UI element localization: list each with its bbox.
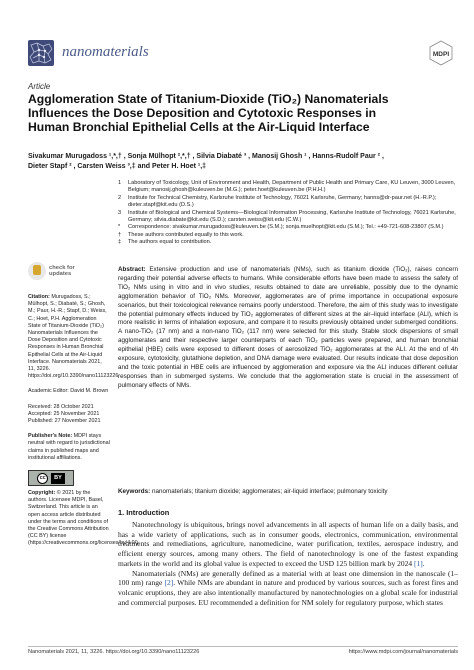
publisher-note [28, 433, 110, 462]
affiliation-mark: ‡ [118, 239, 122, 246]
copyright-text: © 2021 by the authors. Licensee MDPI, Basel, Switzerland. This article is an open access article distributed under the terms and conditions of the Creative Commons Attribution (CC BY) license (https://creativecommons.org/licenses/by/4.0/). [28, 490, 140, 547]
cc-label: cc [37, 473, 48, 484]
journal-name: nanomaterials [62, 44, 149, 60]
keywords-label: Keywords: [118, 488, 151, 495]
reference-link[interactable]: [2] [164, 578, 174, 588]
check-for-updates-button[interactable] [28, 262, 110, 280]
citation-text: Murugadoss, S.; Mülhopt, S.; Diabaté, S.; Ghosh, M.; Paur, H.-R.; Stapf, D.; Weiss, C.; Hoet, P.H. Agglomeration State of Titanium-Dioxide (TiO₂) Nanomaterials Influences the Dose Deposition and Cytotoxic Responses in Human Bronchial Epithelial Cells at the Air-Liquid Interface. Nanomaterials 2021, 11, 3226. https://doi.org/10.3390/nano11123226 [28, 294, 119, 380]
affiliation-text: The authors equal to contribution. [128, 239, 212, 246]
author-line: Dieter Stapf ² , Carsten Weiss ³,‡ and Peter H. Hoet ¹,‡ [28, 163, 207, 170]
page-header [0, 0, 474, 62]
title-line: Influences the Dose Deposition and Cytotoxic Responses in [28, 106, 377, 121]
editor-label: Academic Editor: [28, 388, 69, 395]
affiliation-item [118, 195, 458, 210]
footer-divider [28, 646, 458, 647]
paragraph-text: Nanomaterials (NMs) are generally defined as a material with at least one dimension in the nanoscale (1–100 nm) range [118, 568, 458, 588]
keywords-text: nanomaterials; titanium dioxide; agglomerates; air-liquid interface; pulmonary toxicity [151, 488, 388, 495]
title-line: Agglomeration State of Titanium-Dioxide (TiO₂) Nanomaterials [28, 92, 389, 106]
updates-label [49, 265, 75, 278]
reference-link[interactable]: [1] [413, 558, 423, 568]
keywords [118, 488, 458, 497]
title-line: Human Bronchial Epithelial Cells at the Air-Liquid Interface [28, 120, 370, 135]
dates-block [28, 404, 110, 426]
abstract [118, 266, 458, 391]
cc-by-license-icon[interactable] [28, 470, 74, 486]
citation-block [28, 294, 119, 380]
paragraph-text: . [422, 558, 425, 568]
affiliation-mark: * [118, 224, 121, 231]
by-label: BY [51, 473, 65, 484]
paragraph [118, 569, 458, 608]
introduction-body [118, 520, 458, 607]
affiliation-text: Correspondence: sivakumar.murugadoss@kuleuven.be (S.M.); sonja.muelhopt@kit.edu (S.M.); Tel.: +49-721-608-23807 (S.M.) [128, 224, 444, 231]
affiliations [118, 180, 458, 247]
affiliation-mark: 3 [118, 209, 122, 216]
affiliation-text: Laboratory of Toxicology, Unit of Environment and Health, Department of Public Health and Primary Care, KU Leuven, 3000 Leuven, Belgium; manosij.ghosh@kuleuven.be (M.G.); peter.hoet@kuleuven.be (P.H.H.) [128, 180, 456, 194]
section-heading: 1. Introduction [118, 508, 170, 517]
footer-citation: Nanomaterials 2021, 11, 3226. https://doi.org/10.3390/nano11123226 [28, 649, 200, 655]
copyright-label: Copyright: [28, 490, 56, 497]
affiliation-text: Institute of Biological and Chemical Systems—Biological Information Processing, Karlsruhe Institute of Technology, 76021 Karlsruhe, Germany; silvia.diabate@kit.edu (S.D.); carsten.weiss@kit.edu (C.W.) [128, 209, 456, 224]
updates-line: updates [49, 271, 72, 277]
publisher-note-text: MDPI stays neutral with regard to jurisdictional claims in published maps and institutional affiliations. [28, 433, 110, 461]
paragraph-text: Nanotechnology is ubiquitous, brings novel advancements in all aspects of human life on a daily basis, and has a wide variety of applications, such as in consumer goods, electronics, communication, environmental treatments and remediations, agriculture, nanomedicine, water purification, textiles, aerospace industry, and efficient energy sources, among many others. The field of nanotechnology is one of the fastest expanding markets in the world and its global value is expected to exceed the USD 125 billion mark by 2024 [118, 520, 458, 568]
affiliation-mark: † [118, 231, 122, 238]
affiliation-text: These authors contributed equally to this work. [128, 231, 244, 238]
affiliation-item [118, 239, 458, 246]
journal-logo-icon [28, 40, 54, 66]
editor-name: David M. Brown [70, 388, 109, 395]
article-type: Article [28, 82, 51, 91]
footer-journal-link[interactable]: https://www.mdpi.com/journal/nanomaterials [348, 649, 458, 655]
author-list [28, 152, 458, 172]
copyright-block [28, 490, 140, 548]
paragraph [118, 520, 458, 569]
affiliation-item [118, 224, 458, 231]
published-date: Published: 27 November 2021 [28, 418, 101, 425]
accepted-date: Accepted: 25 November 2021 [28, 410, 100, 417]
updates-icon [28, 262, 46, 280]
publisher-name: MDPI [432, 51, 450, 58]
editor-block [28, 388, 110, 395]
affiliation-item [118, 180, 458, 195]
affiliation-mark: 2 [118, 194, 122, 201]
citation-label: Citation: [28, 294, 50, 300]
affiliation-item [118, 210, 458, 225]
mdpi-logo-icon [428, 40, 454, 66]
author-line: Sivakumar Murugadoss ¹,*,† , Sonja Mülhopt ²,*,† , Silvia Diabaté ³ , Manosij Ghosh ¹ , Hanns-Rudolf Paur ² , [28, 153, 384, 160]
affiliation-item [118, 232, 458, 239]
affiliation-text: Institute for Technical Chemistry, Karlsruhe Institute of Technology, 76021 Karlsruhe, Germany; hanns@dr-paur.net (H.-R.P.); dieter.stapf@kit.edu (D.S.) [128, 194, 437, 209]
abstract-label: Abstract: [118, 266, 146, 273]
affiliation-mark: 1 [118, 180, 122, 186]
received-date: Received: 28 October 2021 [28, 403, 94, 410]
abstract-text: Extensive production and use of nanomaterials (NMs), such as titanium dioxide (TiO₂), raises concern regarding their potential adverse effects to humans. While considerable efforts have been made to assess the safety of TiO₂ NMs using in vitro and in vivo studies, results obtained to date are unreliable, possibly due to the dynamic agglomeration behavior of TiO₂ NMs. Moreover, agglomerates are of prime importance in occupational exposure scenarios, but their toxicological relevance remains poorly understood. Therefore, the aim of this study was to investigate the potential pulmonary effects induced by TiO₂ agglomerates of different sizes at the air–liquid interface (ALI), which is more realistic in terms of inhalation exposure, and compare it to results previously obtained under submerged conditions. A nano-TiO₂ (17 nm) and a non-nano TiO₂ (117 nm) were selected for this study. Stable stock dispersions of small agglomerates and their respective larger counterparts of each TiO₂ particles were prepared, and human bronchial epithelial (HBE) cells were exposed to different doses of aerosolized TiO₂ agglomerates at the ALI. At the end of 4h exposure, cytotoxicity, glutathione depletion, and DNA damage were evaluated. Our results indicate that dose deposition and the toxic potential in HBE cells are influenced by agglomeration and exposure via the ALI induces different cellular responses than in submerged systems. We conclude that the agglomeration state is crucial in the assessment of pulmonary effects of NMs. [118, 266, 458, 389]
article-title [28, 92, 458, 135]
paragraph-text: . While NMs are abundant in nature and produced by various sources, such as forest fires and volcanic eruptions, they are also intentionally manufactured by nanotechnologies on a global scale for industrial and commercial purposes. EU recommended a definition for NM solely for regulatory purpose, which states [118, 578, 458, 607]
publisher-note-label: Publisher's Note: [28, 433, 73, 440]
updates-line: check for [49, 264, 75, 271]
